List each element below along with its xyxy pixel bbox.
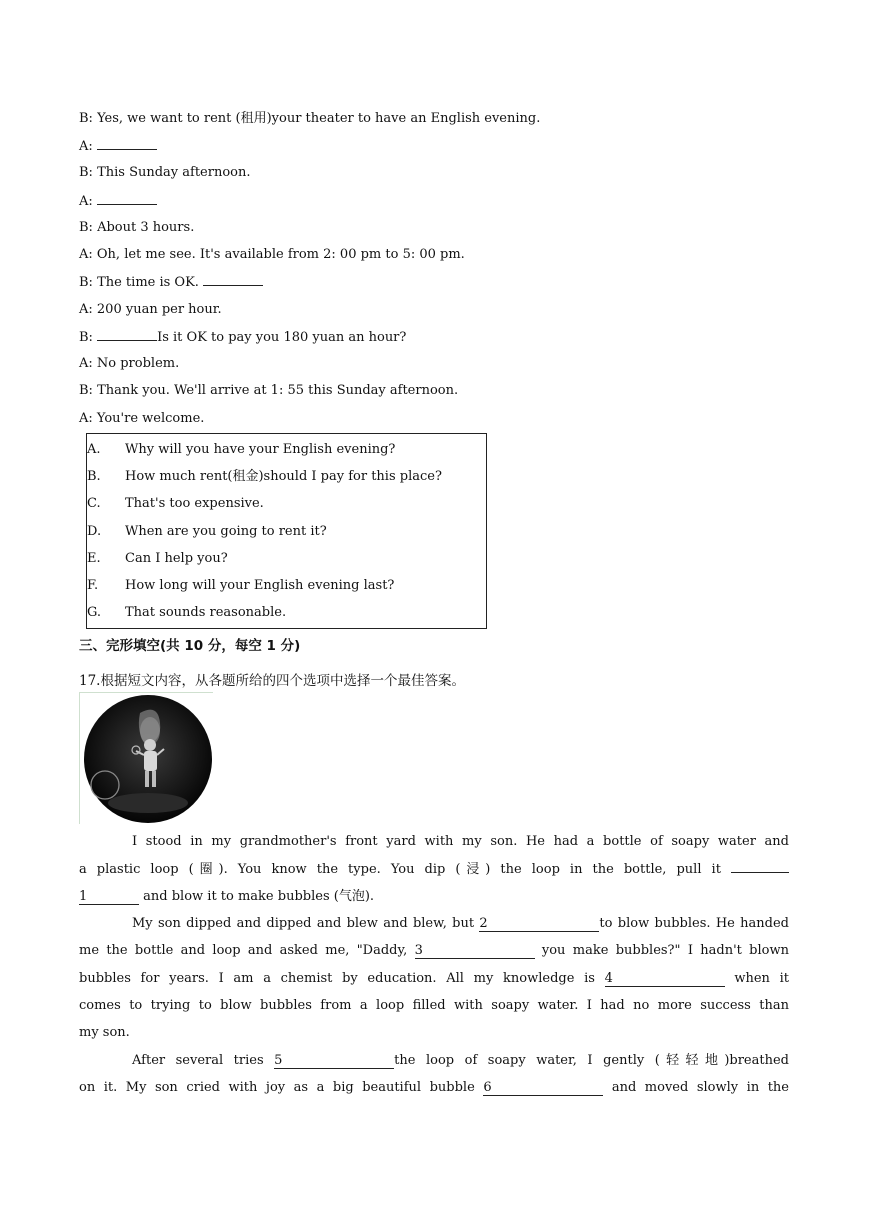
option-item: A. Why will you have your English evening? <box>87 442 396 457</box>
dialogue-line: A: You're welcome. <box>79 411 205 426</box>
cloze-blank-5: 5 <box>274 1054 394 1069</box>
cloze-blank-3: 3 <box>415 944 535 959</box>
bubble-photo <box>79 692 213 824</box>
cloze-blank-4: 4 <box>605 972 725 987</box>
dialogue-line: A: <box>79 193 157 210</box>
passage-line: me the bottle and loop and asked me, "Daddy, 3 you make bubbles?" I hadn't blown <box>79 943 789 958</box>
cloze-blank <box>731 872 789 873</box>
dialogue-line: B: Yes, we want to rent (租用)your theater to have an English evening. <box>79 111 541 126</box>
question-instruction: 17.根据短文内容，从各题所给的四个选项中选择一个最佳答案。 <box>79 673 465 689</box>
passage-line: After several tries 5 the loop of soapy water, I gently (轻轻地)breathed <box>132 1053 789 1068</box>
cloze-blank-2: 2 <box>479 917 599 932</box>
option-item: F. How long will your English evening last? <box>87 578 395 593</box>
option-item: B. How much rent(租金)should I pay for this place? <box>87 469 442 484</box>
section-title: 三、完形填空(共 10 分，每空 1 分) <box>79 638 301 654</box>
option-item: D. When are you going to rent it? <box>87 524 327 539</box>
option-item: E. Can I help you? <box>87 551 228 566</box>
cloze-blank-1: 1 <box>79 890 139 905</box>
answer-blank <box>97 138 157 150</box>
answer-blank <box>203 274 263 286</box>
passage-line: I stood in my grandmother's front yard with my son. He had a bottle of soapy water and <box>132 834 789 849</box>
passage-line: on it. My son cried with joy as a big beautiful bubble 6 and moved slowly in the <box>79 1080 789 1095</box>
option-item: C. That's too expensive. <box>87 496 264 511</box>
passage-line: a plastic loop (圈). You know the type. You dip (浸) the loop in the bottle, pull it <box>79 862 789 878</box>
answer-blank <box>97 193 157 205</box>
dialogue-line: A: Oh, let me see. It's available from 2: 00 pm to 5: 00 pm. <box>79 247 465 262</box>
child-bubbles-image <box>80 693 213 824</box>
option-item: G. That sounds reasonable. <box>87 605 287 620</box>
dialogue-line: B: This Sunday afternoon. <box>79 165 251 180</box>
passage-line: My son dipped and dipped and blew and blew, but 2 to blow bubbles. He handed <box>132 916 790 931</box>
answer-blank <box>97 329 157 341</box>
dialogue-line: B: Thank you. We'll arrive at 1: 55 this Sunday afternoon. <box>79 383 459 398</box>
dialogue-line: A: 200 yuan per hour. <box>79 302 222 317</box>
passage-line: comes to trying to blow bubbles from a loop filled with soapy water. I had no more success than <box>79 998 789 1013</box>
dialogue-line: B: About 3 hours. <box>79 220 195 235</box>
cloze-blank-6: 6 <box>483 1081 603 1096</box>
dialogue-line: B: Is it OK to pay you 180 yuan an hour? <box>79 330 407 345</box>
options-box <box>86 433 487 629</box>
dialogue-line: A: <box>79 138 157 155</box>
dialogue-line: B: The time is OK. <box>79 274 263 291</box>
passage-line: bubbles for years. I am a chemist by education. All my knowledge is 4 when it <box>79 971 789 986</box>
passage-line: 1 and blow it to make bubbles (气泡). <box>79 889 375 904</box>
passage-line: my son. <box>79 1025 130 1040</box>
dialogue-line: A: No problem. <box>79 356 180 371</box>
